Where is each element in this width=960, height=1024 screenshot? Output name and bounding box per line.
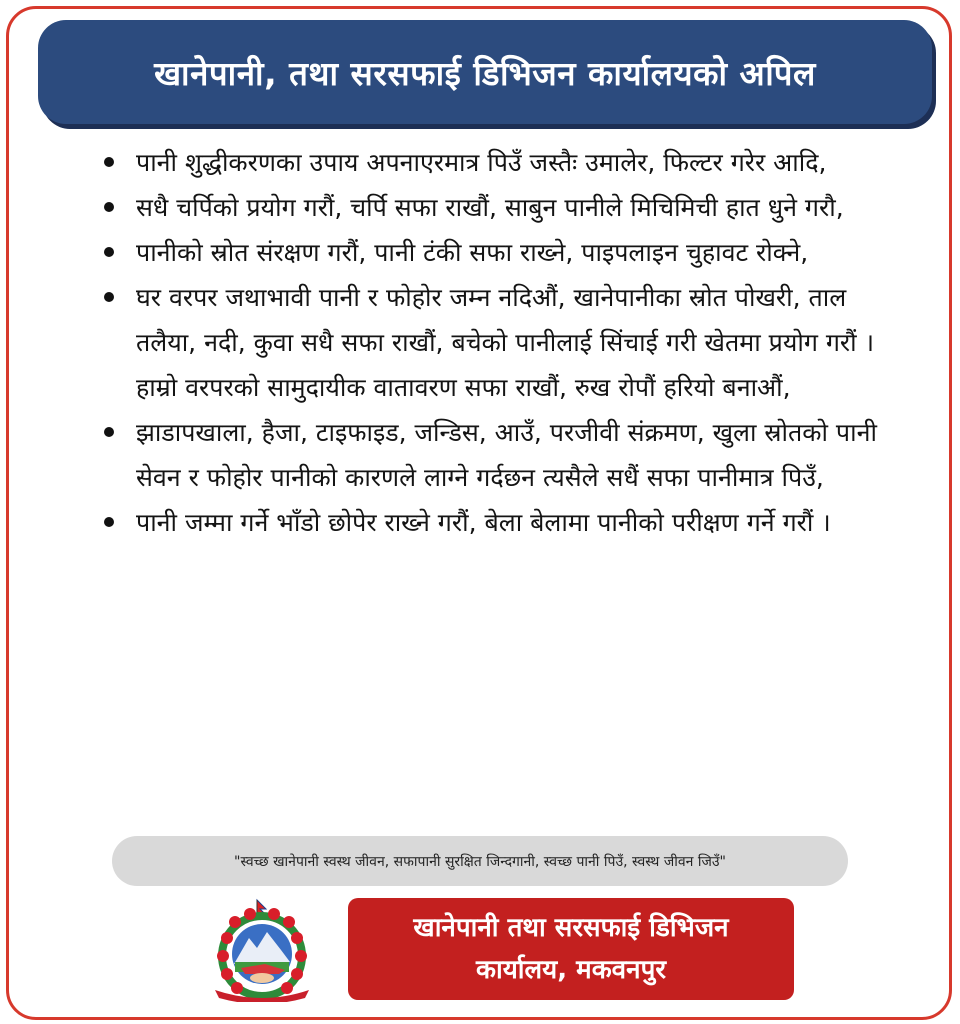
slogan-box — [112, 836, 848, 886]
appeal-item — [96, 185, 906, 230]
page-title: खानेपानी, तथा सरसफाई डिभिजन कार्यालयको अपिल — [154, 53, 816, 93]
appeal-item-text: पानी शुद्धीकरणका उपाय अपनाएरमात्र पिउँ जस्तैः उमालेर, फिल्टर गरेर आदि, — [136, 148, 827, 177]
appeal-item-text: सधै चर्पिको प्रयोग गरौं, चर्पि सफा राखौं, साबुन पानीले मिचिमिची हात धुने गरौ, — [136, 193, 844, 222]
appeal-item — [96, 275, 906, 410]
nepal-government-emblem-icon — [205, 898, 319, 1002]
slogan-text: "स्वच्छ खानेपानी स्वस्थ जीवन, सफापानी सुरक्षित जिन्दगानी, स्वच्छ पानी पिउँ, स्वस्थ जीवन जिउँ" — [234, 853, 726, 870]
bullet-icon — [104, 157, 114, 167]
appeal-item — [96, 410, 906, 500]
bullet-icon — [104, 292, 114, 302]
bullet-icon — [104, 517, 114, 527]
appeal-item-text: पानी जम्मा गर्ने भाँडो छोपेर राख्ने गरौं, बेला बेलामा पानीको परीक्षण गर्ने गरौं । — [136, 508, 831, 537]
office-name-line1: खानेपानी तथा सरसफाई डिभिजन — [413, 913, 729, 943]
title-banner — [38, 20, 932, 124]
appeal-item-text: पानीको स्रोत संरक्षण गरौं, पानी टंकी सफा राख्ने, पाइपलाइन चुहावट रोक्ने, — [136, 238, 809, 267]
bullet-icon — [104, 427, 114, 437]
appeal-item — [96, 230, 906, 275]
office-name-box — [348, 898, 794, 1000]
appeal-item-text: झाडापखाला, हैजा, टाइफाइड, जन्डिस, आउँ, परजीवी संक्रमण, खुला स्रोतको पानी सेवन र फोहोर पानीको कारणले लाग्ने गर्दछन त्यसैले सधैं सफा पानीमात्र पिउँ, — [136, 418, 877, 492]
appeal-item-text: घर वरपर जथाभावी पानी र फोहोर जम्न नदिऔं, खानेपानीका स्रोत पोखरी, ताल तलैया, नदी, कुवा सधै सफा राखौं, बचेको पानीलाई सिंचाई गरी खेतमा प्रयोग गरौं । हाम्रो वरपरको सामुदायीक वातावरण सफा राखौं, रुख रोपौं हरियो बनाऔं, — [136, 283, 875, 402]
bullet-icon — [104, 247, 114, 257]
appeal-list — [96, 140, 906, 545]
office-name-line2: कार्यालय, मकवनपुर — [476, 955, 666, 985]
appeal-item — [96, 140, 906, 185]
bullet-icon — [104, 202, 114, 212]
appeal-item — [96, 500, 906, 545]
